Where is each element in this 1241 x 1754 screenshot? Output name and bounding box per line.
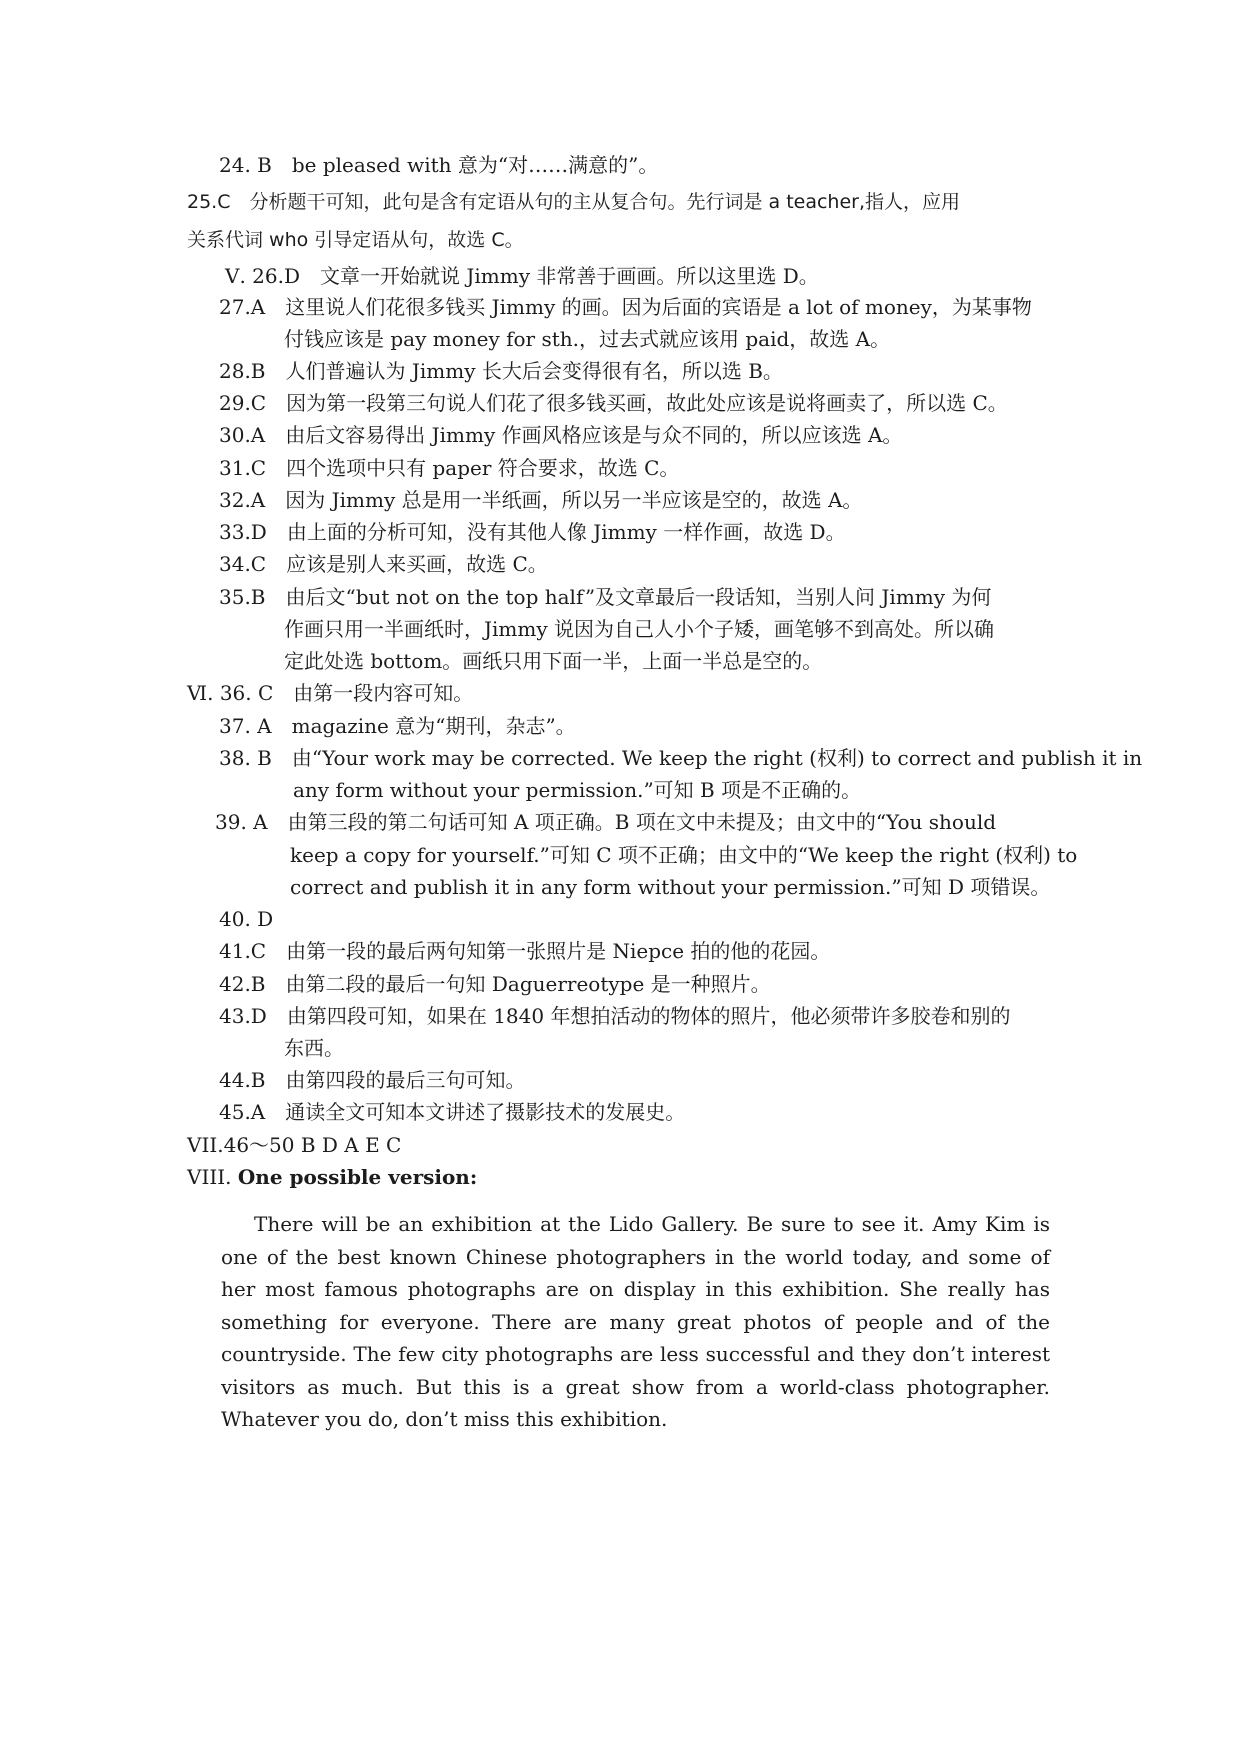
answer-line-24: 24. B be pleased with 意为“对……满意的”。 [219,153,659,177]
answer-line-45: 45.A 通读全文可知本文讲述了摄影技术的发展史。 [219,1100,686,1124]
answer-line-39-cont2: correct and publish it in any form without your permission.”可知 D 项错误。 [290,875,1051,899]
answer-line-35: 35.B 由后文“but not on the top half”及文章最后一段话知，当别人问 Jimmy 为何 [219,585,992,609]
answer-line-34: 34.C 应该是别人来买画，故选 C。 [219,552,548,576]
answer-line-35-cont2: 定此处选 bottom。画纸只用下面一半，上面一半总是空的。 [284,649,823,673]
answer-line-32: 32.A 因为 Jimmy 总是用一半纸画，所以另一半应该是空的，故选 A。 [219,488,863,512]
answer-line-27-cont: 付钱应该是 pay money for sth.，过去式就应该用 paid，故选 A。 [284,327,891,351]
answer-line-25-cont: 关系代词 who 引导定语从句，故选 C。 [187,229,524,251]
answer-line-25: 25.C 分析题干可知，此句是含有定语从句的主从复合句。先行词是 a teacher,指人，应用 [187,191,961,213]
section-title: One possible version: [237,1165,478,1189]
answer-line-39: 39. A 由第三段的第二句话可知 A 项正确。B 项在文中未提及；由文中的“You should [215,810,997,834]
answer-line-40: 40. D [219,907,274,931]
answer-line-38-cont: any form without your permission.”可知 B 项是不正确的。 [293,778,862,802]
answer-line-31: 31.C 四个选项中只有 paper 符合要求，故选 C。 [219,456,680,480]
answer-line-28: 28.B 人们普遍认为 Jimmy 长大后会变得很有名，所以选 B。 [219,359,783,383]
answer-line-38: 38. B 由“Your work may be corrected. We keep the right (权利) to correct and publish it in [219,746,1143,770]
answer-line-33: 33.D 由上面的分析可知，没有其他人像 Jimmy 一样作画，故选 D。 [219,520,846,544]
answer-line-35-cont1: 作画只用一半画纸时，Jimmy 说因为自己人小个子矮，画笔够不到高处。所以确 [284,617,994,641]
answer-line-42: 42.B 由第二段的最后一句知 Daguerreotype 是一种照片。 [219,972,771,996]
sample-essay: There will be an exhibition at the Lido Gallery. Be sure to see it. Amy Kim is one of the best known Chinese photographers in the world today, and some of her most famous photographs are on display in this exhibition. She really has something for everyone. There are many great photos of people and of the countryside. The few city photographs are less successful and they don’t interest visitors as much. But this is a great show from a world-class photographer. Whatever you do, don’t miss this exhibition. [221,1212,1050,1431]
answer-line-26: Ⅴ. 26.D 文章一开始就说 Jimmy 非常善于画画。所以这里选 D。 [225,264,819,288]
answer-line-30: 30.A 由后文容易得出 Jimmy 作画风格应该是与众不同的，所以应该选 A。 [219,423,903,447]
answer-line-39-cont1: keep a copy for yourself.”可知 C 项不正确；由文中的“We keep the right (权利) to [290,843,1078,867]
answer-line-37: 37. A magazine 意为“期刊，杂志”。 [219,714,576,738]
answer-line-27: 27.A 这里说人们花很多钱买 Jimmy 的画。因为后面的宾语是 a lot of money，为某事物 [219,295,1032,319]
answer-line-36: Ⅵ. 36. C 由第一段内容可知。 [187,681,474,705]
answer-line-44: 44.B 由第四段的最后三句可知。 [219,1068,526,1092]
answer-line-43: 43.D 由第四段可知，如果在 1840 年想拍活动的物体的照片，他必须带许多胶卷和别的 [219,1004,1011,1028]
section-number: VIII. [187,1165,238,1189]
answer-line-29: 29.C 因为第一段第三句说人们花了很多钱买画，故此处应该是说将画卖了，所以选 C。 [219,391,1008,415]
answer-line-46-50: VII.46～50 B D A E C [187,1133,402,1157]
answer-line-41: 41.C 由第一段的最后两句知第一张照片是 Niepce 拍的他的花园。 [219,939,831,963]
section-heading-viii [187,1162,477,1192]
answer-line-43-cont: 东西。 [284,1036,344,1060]
